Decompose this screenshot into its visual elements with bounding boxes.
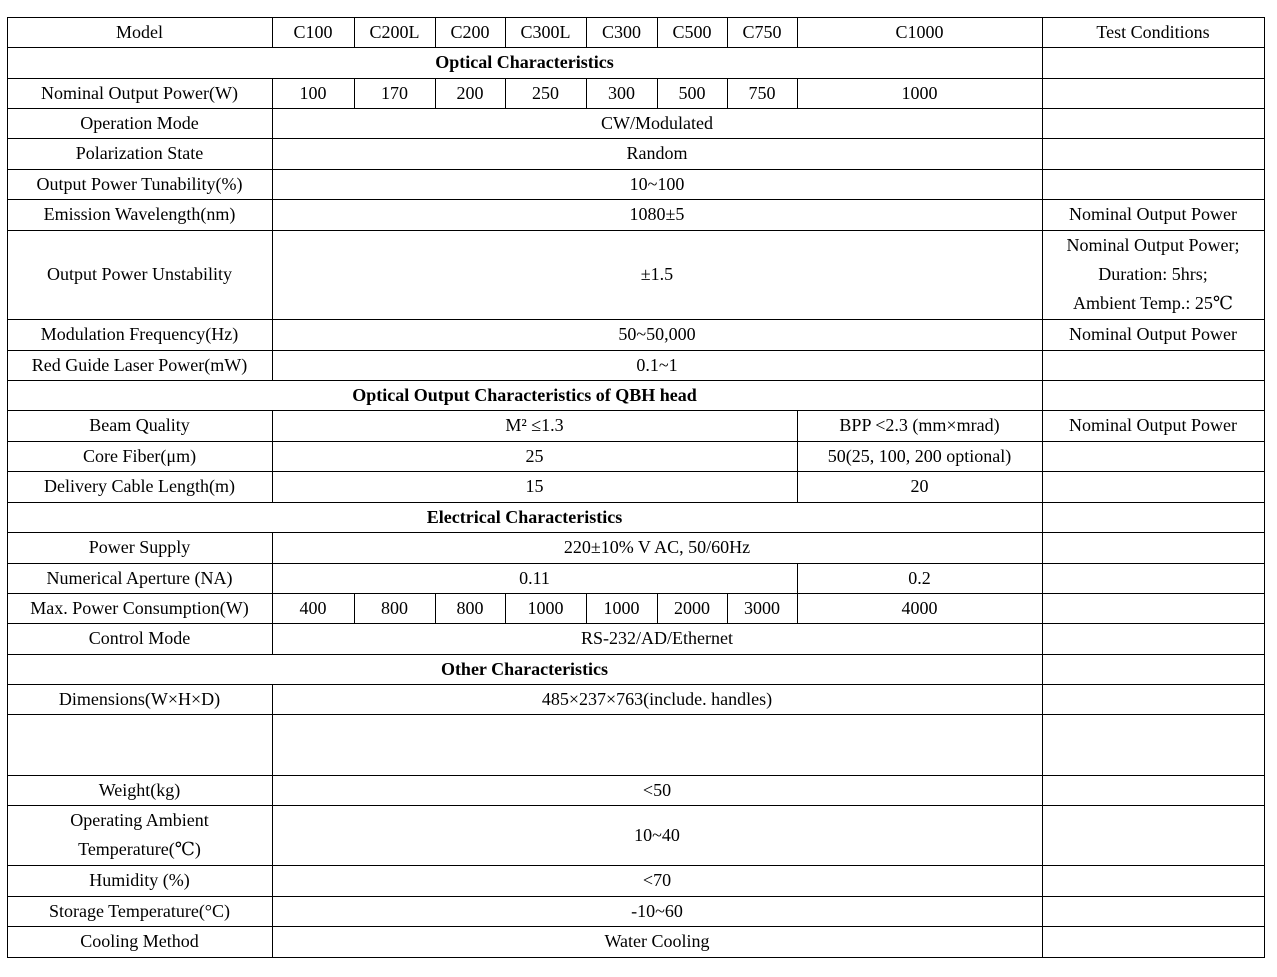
column-border xyxy=(1264,169,1265,200)
row-label: Control Mode xyxy=(88,628,191,648)
value-cell-all-models: 1080±5 xyxy=(629,204,685,224)
table-bottom-border xyxy=(7,957,1265,958)
column-border xyxy=(797,17,798,48)
column-border xyxy=(354,17,355,48)
column-border xyxy=(7,230,8,320)
row-label: Beam Quality xyxy=(89,415,190,435)
test-condition-cell: Nominal Output Power; Duration: 5hrs; Ambient Temp.: 25℃ xyxy=(1066,235,1240,313)
row-label: Storage Temperature(°C) xyxy=(48,900,231,921)
row-label: Output Power Tunability(%) xyxy=(36,173,243,194)
value-cell-group-a: 25 xyxy=(525,445,544,466)
column-border xyxy=(1264,78,1265,109)
header-model-c750: C750 xyxy=(742,21,782,42)
test-condition-cell xyxy=(1042,684,1264,714)
column-border xyxy=(7,623,8,655)
column-border xyxy=(657,17,658,48)
value-cell-all-models: 10~40 xyxy=(634,824,680,845)
value-cell-group-b: 50(25, 100, 200 optional) xyxy=(827,445,1012,466)
column-border xyxy=(1264,805,1265,866)
column-border xyxy=(7,563,8,594)
column-border xyxy=(1264,17,1265,48)
value-cell-all-models: CW/Modulated xyxy=(601,112,713,133)
value-cell-group-b: 20 xyxy=(910,476,929,496)
value-cell-all-models: 485×237×763(include. handles) xyxy=(541,688,773,709)
value-cell-all-models: Random xyxy=(626,143,688,163)
column-border xyxy=(7,805,8,866)
test-condition-cell xyxy=(1042,138,1264,169)
column-border xyxy=(7,47,8,79)
value-cell-group-a: 0.11 xyxy=(519,567,550,588)
model-value-cell: 500 xyxy=(678,82,706,103)
model-value-cell: 750 xyxy=(748,82,776,103)
model-value-cell: 1000 xyxy=(901,82,938,103)
column-border xyxy=(727,17,728,48)
row-label: Delivery Cable Length(m) xyxy=(44,476,235,496)
value-cell-all-models: 10~100 xyxy=(629,173,685,194)
column-border xyxy=(1264,380,1265,411)
column-border xyxy=(7,865,8,897)
value-cell-all-models: 220±10% V AC, 50/60Hz xyxy=(563,537,751,557)
header-model-c1000: C1000 xyxy=(895,21,944,42)
column-border xyxy=(1264,593,1265,624)
column-border xyxy=(7,593,8,624)
section-title: Electrical Characteristics xyxy=(426,506,623,527)
column-border xyxy=(7,654,8,685)
header-model-c500: C500 xyxy=(672,21,712,42)
header-model-c100: C100 xyxy=(293,21,333,42)
column-border xyxy=(7,350,8,381)
row-label: Core Fiber(μm) xyxy=(82,445,197,466)
column-border xyxy=(1264,714,1265,776)
column-border xyxy=(1042,654,1043,685)
test-condition-cell xyxy=(1042,78,1264,108)
column-border xyxy=(1042,380,1043,411)
column-border xyxy=(1264,684,1265,715)
column-border xyxy=(1264,47,1265,79)
model-value-cell: 300 xyxy=(608,82,635,103)
section-title: Optical Output Characteristics of QBH head xyxy=(352,384,697,405)
column-border xyxy=(1264,623,1265,655)
column-border xyxy=(7,926,8,958)
column-border xyxy=(1264,441,1265,472)
column-border xyxy=(7,380,8,411)
model-value-cell: 800 xyxy=(456,597,484,618)
row-label: Dimensions(W×H×D) xyxy=(58,688,221,709)
column-border xyxy=(1264,410,1265,442)
header-model-c200l: C200L xyxy=(369,21,420,42)
header-model-c300l: C300L xyxy=(520,21,571,42)
column-border xyxy=(7,169,8,200)
value-cell-group-b: 0.2 xyxy=(908,567,931,588)
value-cell-all-models: <70 xyxy=(642,870,672,890)
column-border xyxy=(7,78,8,109)
column-border xyxy=(1264,532,1265,564)
row-label: Weight(kg) xyxy=(98,779,181,800)
column-border xyxy=(1264,865,1265,897)
value-cell-all-models: 50~50,000 xyxy=(618,324,696,344)
test-condition-cell xyxy=(1042,441,1264,471)
test-condition-cell xyxy=(1042,623,1264,654)
header-model-c200: C200 xyxy=(450,21,490,42)
column-border xyxy=(1264,775,1265,806)
column-border xyxy=(1042,17,1043,48)
model-value-cell: 4000 xyxy=(901,597,938,618)
test-condition-cell: Nominal Output Power xyxy=(1069,415,1237,435)
column-border xyxy=(272,17,273,48)
value-cell-all-models: 0.1~1 xyxy=(636,354,678,375)
model-value-cell: 170 xyxy=(381,82,408,103)
section-title: Optical Characteristics xyxy=(435,52,614,72)
model-value-cell: 200 xyxy=(456,82,484,103)
row-label: Max. Power Consumption(W) xyxy=(30,597,249,618)
column-border xyxy=(7,502,8,533)
column-border xyxy=(7,138,8,170)
row-label: Numerical Aperture (NA) xyxy=(46,567,233,588)
column-border xyxy=(7,532,8,564)
value-cell-all-models: -10~60 xyxy=(631,900,683,921)
column-border xyxy=(435,17,436,48)
row-label: Red Guide Laser Power(mW) xyxy=(31,354,248,375)
model-value-cell: 1000 xyxy=(527,597,564,618)
column-border xyxy=(1264,563,1265,594)
row-label: Operating Ambient Temperature(℃) xyxy=(70,810,209,859)
row-label: Cooling Method xyxy=(80,931,199,951)
value-cell-group-b: BPP <2.3 (mm×mrad) xyxy=(839,415,1000,435)
test-condition-cell xyxy=(1042,714,1264,775)
value-cell-group-a: M² ≤1.3 xyxy=(505,415,564,435)
test-condition-cell xyxy=(1042,350,1264,380)
column-border xyxy=(1264,926,1265,958)
test-condition-cell xyxy=(1042,532,1264,563)
column-border xyxy=(1264,502,1265,533)
model-value-cell: 1000 xyxy=(603,597,640,618)
header-test-conditions: Test Conditions xyxy=(1096,21,1210,42)
test-condition-cell xyxy=(1042,563,1264,593)
test-condition-cell: Nominal Output Power xyxy=(1069,204,1237,224)
column-border xyxy=(505,17,506,48)
model-value-cell: 100 xyxy=(299,82,327,103)
model-value-cell: 800 xyxy=(381,597,408,618)
column-border xyxy=(7,441,8,472)
value-cell-all-models: RS-232/AD/Ethernet xyxy=(581,628,733,648)
test-condition-cell xyxy=(1042,593,1264,623)
column-border xyxy=(1264,230,1265,320)
test-condition-cell xyxy=(1042,775,1264,805)
value-cell-all-models xyxy=(272,714,1042,775)
header-model-label: Model xyxy=(116,21,163,42)
test-condition-cell xyxy=(1042,471,1264,502)
column-border xyxy=(1264,471,1265,503)
column-border xyxy=(7,199,8,231)
column-border xyxy=(1264,654,1265,685)
row-label: Humidity (%) xyxy=(89,870,190,890)
row-label: Polarization State xyxy=(75,143,204,163)
column-border xyxy=(7,684,8,715)
column-border xyxy=(1264,199,1265,231)
value-cell-all-models: ±1.5 xyxy=(640,264,674,284)
test-condition-cell xyxy=(1042,108,1264,138)
model-value-cell: 2000 xyxy=(674,597,710,618)
section-title: Other Characteristics xyxy=(440,658,609,679)
column-border xyxy=(7,896,8,927)
row-label: Power Supply xyxy=(88,537,191,557)
row-label: Nominal Output Power(W) xyxy=(41,82,238,103)
test-condition-cell xyxy=(1042,896,1264,926)
column-border xyxy=(7,108,8,139)
test-condition-cell xyxy=(1042,865,1264,896)
row-label: Modulation Frequency(Hz) xyxy=(40,324,239,344)
column-border xyxy=(1264,896,1265,927)
value-cell-all-models: <50 xyxy=(642,779,672,800)
column-border xyxy=(1264,138,1265,170)
header-model-c300: C300 xyxy=(601,21,641,42)
column-border xyxy=(7,714,8,776)
value-cell-group-a: 15 xyxy=(525,476,544,496)
column-border xyxy=(1264,108,1265,139)
column-border xyxy=(7,410,8,442)
column-border xyxy=(1264,350,1265,381)
value-cell-all-models: Water Cooling xyxy=(604,931,710,951)
column-border xyxy=(1042,47,1043,79)
row-label xyxy=(7,714,272,775)
column-border xyxy=(586,17,587,48)
model-value-cell: 3000 xyxy=(744,597,780,618)
test-condition-cell: Nominal Output Power xyxy=(1069,324,1237,344)
column-border xyxy=(7,471,8,503)
model-value-cell: 400 xyxy=(299,597,327,618)
column-border xyxy=(1042,502,1043,533)
column-border xyxy=(7,319,8,351)
column-border xyxy=(1264,319,1265,351)
row-label: Operation Mode xyxy=(80,112,199,133)
row-label: Output Power Unstability xyxy=(47,264,232,284)
model-value-cell: 250 xyxy=(532,82,559,103)
test-condition-cell xyxy=(1042,805,1264,865)
column-border xyxy=(7,17,8,48)
column-border xyxy=(7,775,8,806)
row-label: Emission Wavelength(nm) xyxy=(43,204,236,224)
test-condition-cell xyxy=(1042,169,1264,199)
test-condition-cell xyxy=(1042,926,1264,957)
